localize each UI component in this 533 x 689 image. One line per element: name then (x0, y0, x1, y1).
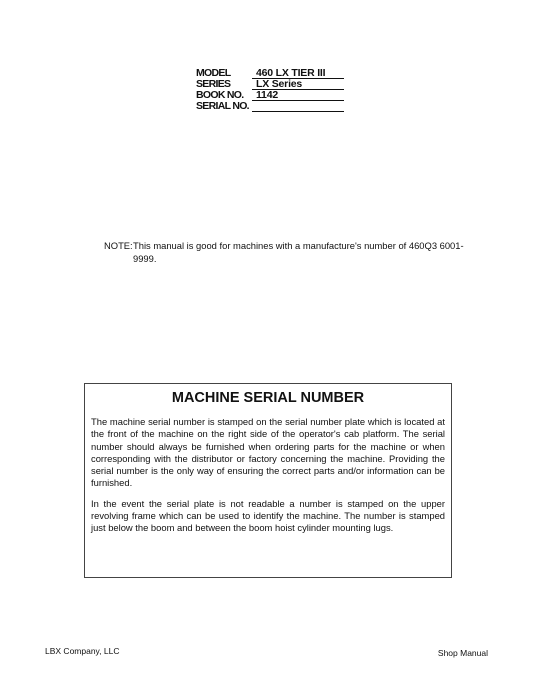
note-label: NOTE: (104, 240, 133, 251)
box-paragraph-1: The machine serial number is stamped on the serial number plate which is located at the front of the machine on the right side of the operator's cab platform. The serial number should always be furnished when ordering parts for the machine or when corresponding with the distributor or factory concerning the machine. Providing the serial number is the only way of ensuring the correct parts and/or information can be furnished. (91, 416, 445, 489)
machine-serial-number-box (84, 383, 452, 578)
book-number-label: BOOK NO. (196, 89, 244, 101)
serial-number-label: SERIAL NO. (196, 100, 249, 112)
series-label: SERIES (196, 78, 231, 90)
model-label: MODEL (196, 67, 231, 79)
model-value: 460 LX TIER III (252, 68, 344, 79)
serial-number-value (252, 111, 344, 112)
book-number-value: 1142 (252, 90, 344, 101)
note-text: This manual is good for machines with a manufacture's number of 460Q3 6001-9999. (133, 240, 464, 264)
series-value: LX Series (252, 79, 344, 90)
note (104, 240, 464, 265)
footer-company: LBX Company, LLC (45, 646, 120, 656)
box-title: MACHINE SERIAL NUMBER (171, 390, 365, 406)
spec-block (196, 68, 356, 112)
spec-row-serial (196, 101, 356, 112)
footer-manual-type: Shop Manual (437, 648, 488, 658)
box-paragraph-2: In the event the serial plate is not readable a number is stamped on the upper revolving frame which can be used to identify the machine. The number is stamped just below the boom and between the boom hoist cylinder mounting lugs. (91, 497, 445, 534)
